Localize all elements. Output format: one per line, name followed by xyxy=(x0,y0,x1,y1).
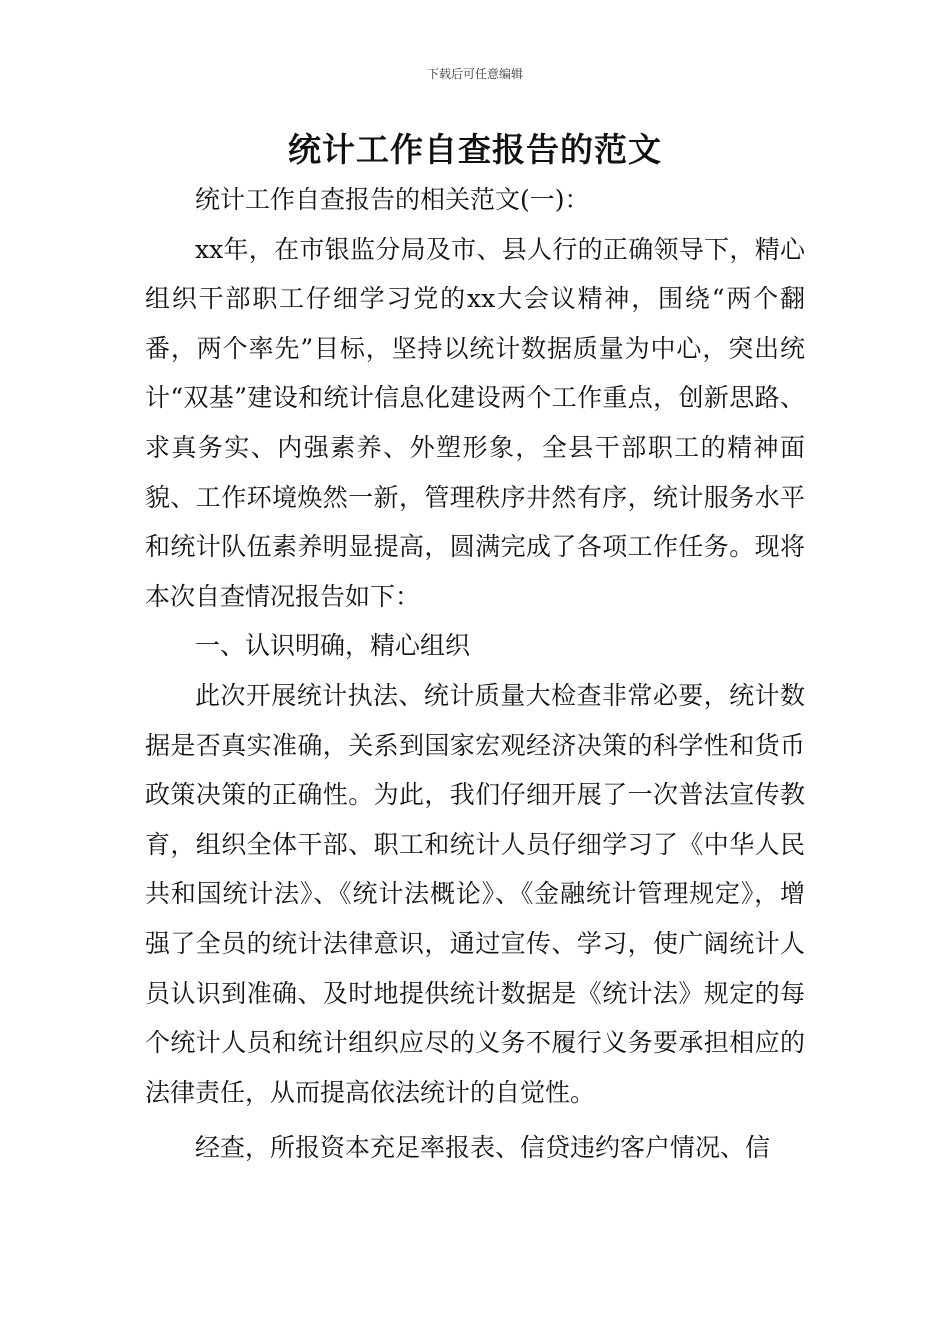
paragraph-section-1: 此次开展统计执法、统计质量大检查非常必要，统计数据是否真实准确，关系到国家宏观经济决策的科学性和货币政策决策的正确性。为此，我们仔细开展了一次普法宣传教育，组织全体干部、职工和统计人员仔细学习了《中华人民共和国统计法》、《统计法概论》、《金融统计管理规定》，增强了全员的统计法律意识，通过宣传、学习，使广阔统计人员认识到准确、及时地提供统计数据是《统计法》规定的每个统计人员和统计组织应尽的义务不履行义务要承担相应的法律责任，从而提高依法统计的自觉性。 xyxy=(145,680,805,1107)
document-body xyxy=(145,175,805,1173)
page-header-note: 下载后可任意编辑 xyxy=(426,67,523,81)
paragraph-intro: 统计工作自查报告的相关范文(一)： xyxy=(195,185,590,214)
paragraph-inspection: 经查，所报资本充足率报表、信贷违约客户情况、信 xyxy=(195,1133,771,1163)
document-title: 统计工作自查报告的范文 xyxy=(288,130,662,169)
section-heading-1: 一、认识明确，精心组织 xyxy=(195,631,471,661)
paragraph-summary: xx年，在市银监分局及市、县人行的正确领导下，精心组织干部职工仔细学习党的xx大会议精神，围绕“两个翻番，两个率先”目标，坚持以统计数据质量为中心，突出统计“双基”建设和统计信息化建设两个工作重点，创新思路、求真务实、内强素养、外塑形象，全县干部职工的精神面貌、工作环境焕然一新，管理秩序井然有序，统计服务水平和统计队伍素养明显提高，圆满完成了各项工作任务。现将本次自查情况报告如下： xyxy=(145,234,805,611)
